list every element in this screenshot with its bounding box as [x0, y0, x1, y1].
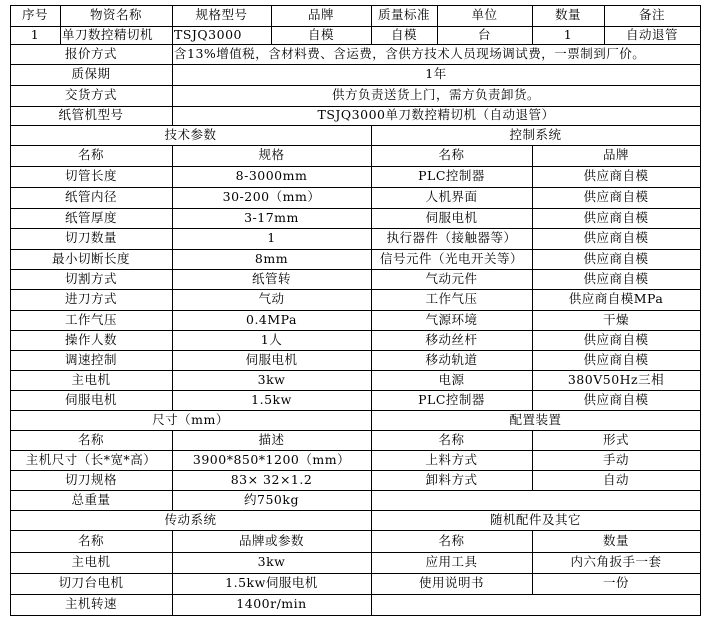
grid-line [172, 106, 173, 126]
accessories-section-title: 随机配件及其它 [489, 511, 581, 527]
grid-line [532, 330, 533, 351]
control-row-brand: 供应商自模 [583, 230, 649, 246]
control-row-brand: 供应商自模 [583, 331, 649, 347]
grid-line [700, 430, 701, 451]
tech-row-spec: 纸管转 [251, 270, 291, 286]
grid-line [700, 26, 701, 45]
grid-line [532, 370, 533, 391]
grid-line [172, 269, 173, 290]
tech-row-name: 纸管厚度 [64, 209, 117, 225]
drive-row-param: 1400r/min [236, 596, 307, 612]
size-row-desc: 83× 32×1.2 [230, 471, 313, 487]
grid-line [532, 390, 533, 411]
grid-line [172, 85, 173, 107]
grid-line [271, 5, 272, 27]
grid-line [10, 208, 11, 229]
grid-line [700, 64, 701, 86]
grid-line [532, 228, 533, 250]
grid-line [700, 552, 701, 574]
tech-row-name: 切割方式 [64, 270, 117, 286]
tech-row-spec: 8-3000mm [235, 168, 308, 184]
grid-line [532, 166, 533, 188]
config-row-name: 上料方式 [425, 451, 478, 467]
grid-line [10, 594, 11, 616]
item-note: 自动退管 [625, 26, 678, 42]
tech-row-spec: 30-200（mm） [222, 189, 321, 205]
control-col-brand: 品牌 [602, 147, 629, 163]
grid-line [10, 330, 11, 351]
control-row-name: 信号元件（光电开关等） [379, 250, 523, 266]
summary-label: 质保期 [71, 66, 111, 82]
control-row-name: 气动元件 [425, 270, 478, 286]
control-row-name: 工作气压 [425, 291, 478, 307]
grid-line [371, 470, 372, 491]
grid-line [700, 166, 701, 188]
grid-line [172, 530, 173, 553]
grid-line [700, 5, 701, 27]
grid-line [371, 269, 372, 290]
tech-row-name: 进刀方式 [64, 291, 117, 307]
config-row-form: 手动 [602, 451, 629, 467]
grid-line [10, 390, 11, 411]
grid-line [172, 450, 173, 471]
grid-line [700, 350, 701, 371]
grid-line [532, 145, 533, 167]
grid-line [532, 470, 533, 491]
grid-line [371, 552, 372, 574]
header-cell: 单位 [471, 7, 498, 23]
config-col-name: 名称 [438, 431, 465, 447]
grid-line [371, 450, 372, 471]
grid-line [172, 289, 173, 311]
grid-line [172, 187, 173, 209]
drive-row-param: 3kw [257, 554, 286, 570]
grid-line [172, 430, 173, 451]
summary-value: 1年 [425, 66, 447, 82]
grid-line [532, 450, 533, 471]
tech-row-spec: 8mm [254, 250, 289, 266]
header-cell: 质量标准 [377, 7, 430, 23]
tech-row-spec: 0.4MPa [246, 311, 297, 327]
control-row-name: 电源 [438, 371, 465, 387]
grid-line [10, 85, 11, 107]
header-cell: 数量 [554, 7, 581, 23]
header-cell: 物资名称 [89, 7, 142, 23]
grid-line [700, 470, 701, 491]
grid-line [172, 470, 173, 491]
grid-line [371, 330, 372, 351]
grid-line [532, 573, 533, 595]
grid-line [371, 187, 372, 209]
item-index: 1 [30, 26, 40, 42]
grid-line [10, 615, 701, 616]
grid-line [371, 430, 372, 451]
size-section-title: 尺寸（mm） [152, 411, 229, 427]
control-row-brand: 干燥 [602, 311, 629, 327]
grid-line [532, 269, 533, 290]
header-cell: 序号 [21, 7, 48, 23]
grid-line [700, 208, 701, 229]
control-row-brand: 供应商自模 [583, 391, 649, 407]
grid-line [371, 125, 372, 146]
grid-line [371, 510, 372, 531]
control-row-brand: 供应商自模 [583, 168, 649, 184]
tech-row-spec: 伺服电机 [245, 351, 298, 367]
grid-line [10, 370, 11, 391]
tech-row-name: 伺服电机 [64, 391, 117, 407]
item-brand: 自模 [307, 26, 334, 42]
config-section-title: 配置装置 [509, 411, 562, 427]
grid-line [700, 125, 701, 146]
grid-line [371, 594, 372, 616]
grid-line [371, 350, 372, 371]
grid-line [604, 5, 605, 27]
grid-line [371, 5, 372, 27]
control-row-brand: 供应商自模MPa [568, 291, 664, 307]
grid-line [532, 5, 533, 27]
size-col-name: 名称 [77, 431, 104, 447]
grid-line [700, 44, 701, 65]
tech-row-name: 调速控制 [64, 351, 117, 367]
grid-line [532, 249, 533, 270]
grid-line [10, 5, 11, 27]
accessories-row-name: 应用工具 [425, 554, 478, 570]
grid-line [10, 26, 11, 45]
tech-col-spec: 规格 [258, 147, 285, 163]
grid-line [271, 26, 272, 45]
grid-line [172, 552, 173, 574]
grid-line [10, 450, 11, 471]
grid-line [532, 26, 533, 45]
grid-line [371, 310, 372, 331]
grid-line [10, 106, 11, 126]
grid-line [700, 228, 701, 250]
grid-line [172, 330, 173, 351]
drive-row-name: 主电机 [71, 554, 111, 570]
size-row-name: 切刀规格 [64, 471, 117, 487]
grid-line [700, 187, 701, 209]
control-row-brand: 供应商自模 [583, 189, 649, 205]
config-row-form: 自动 [602, 471, 629, 487]
grid-line [700, 106, 701, 126]
size-row-name: 总重量 [71, 491, 111, 507]
drive-row-param: 1.5kw伺服电机 [225, 575, 318, 591]
grid-line [371, 228, 372, 250]
grid-line [10, 289, 11, 311]
item-standard: 自模 [390, 26, 417, 42]
item-qty: 1 [563, 26, 573, 42]
grid-line [172, 145, 173, 167]
control-row-brand: 供应商自模 [583, 250, 649, 266]
item-model: TSJQ3000 [174, 26, 242, 42]
tech-row-name: 操作人数 [64, 331, 117, 347]
tech-row-spec: 气动 [258, 291, 285, 307]
header-cell: 品牌 [307, 7, 334, 23]
tech-col-name: 名称 [77, 147, 104, 163]
grid-line [172, 5, 173, 27]
grid-line [10, 573, 11, 595]
grid-line [700, 370, 701, 391]
grid-line [371, 145, 372, 167]
accessories-row-qty: 一份 [602, 575, 629, 591]
accessories-col-name: 名称 [438, 532, 465, 548]
grid-line [371, 370, 372, 391]
grid-line [604, 26, 605, 45]
size-row-desc: 约750kg [244, 491, 299, 507]
grid-line [10, 228, 11, 250]
grid-line [700, 249, 701, 270]
grid-line [10, 64, 11, 86]
grid-line [10, 269, 11, 290]
control-row-brand: 供应商自模 [583, 351, 649, 367]
drive-row-name: 切刀台电机 [58, 575, 124, 591]
summary-label: 纸管机型号 [58, 107, 124, 123]
grid-line [10, 552, 11, 574]
grid-line [10, 125, 11, 146]
grid-line [172, 573, 173, 595]
grid-line [10, 249, 11, 270]
grid-line [700, 145, 701, 167]
grid-line [10, 166, 11, 188]
grid-line [10, 350, 11, 371]
grid-line [437, 5, 438, 27]
grid-line [371, 289, 372, 311]
grid-line [371, 573, 372, 595]
grid-line [532, 289, 533, 311]
grid-line [700, 594, 701, 616]
control-row-name: 执行器件（接触器等） [386, 230, 517, 246]
tech-row-name: 工作气压 [64, 311, 117, 327]
grid-line [371, 410, 372, 431]
grid-line [60, 5, 61, 27]
grid-line [371, 390, 372, 411]
grid-line [172, 166, 173, 188]
grid-line [700, 310, 701, 331]
grid-line [700, 390, 701, 411]
drive-col-name: 名称 [77, 532, 104, 548]
tech-row-spec: 1人 [260, 331, 283, 347]
control-row-name: 移动丝杆 [425, 331, 478, 347]
tech-row-name: 切管长度 [64, 168, 117, 184]
grid-line [172, 390, 173, 411]
control-row-brand: 380V50Hz三相 [567, 371, 665, 387]
control-row-name: PLC控制器 [418, 391, 485, 407]
grid-line [371, 166, 372, 188]
grid-line [700, 530, 701, 553]
grid-line [532, 350, 533, 371]
size-row-desc: 3900*850*1200（mm） [192, 451, 351, 467]
grid-line [437, 26, 438, 45]
grid-line [10, 145, 11, 167]
drive-section-title: 传动系统 [164, 511, 217, 527]
grid-line [371, 530, 372, 553]
grid-line [172, 64, 173, 86]
grid-line [10, 530, 11, 553]
grid-line [700, 330, 701, 351]
grid-line [532, 310, 533, 331]
grid-line [371, 249, 372, 270]
accessories-col-qty: 数量 [602, 532, 629, 548]
grid-line [10, 470, 11, 491]
header-cell: 备注 [638, 7, 665, 23]
drive-col-param: 品牌或参数 [238, 532, 304, 548]
tech-row-name: 切刀数量 [64, 230, 117, 246]
grid-line [172, 249, 173, 270]
grid-line [172, 350, 173, 371]
grid-line [172, 490, 173, 511]
grid-line [60, 26, 61, 45]
grid-line [10, 510, 11, 531]
grid-line [172, 370, 173, 391]
grid-line [371, 490, 372, 511]
tech-row-spec: 1.5kw [251, 391, 292, 407]
config-row-name: 卸料方式 [425, 471, 478, 487]
grid-line [700, 573, 701, 595]
grid-line [700, 85, 701, 107]
grid-line [172, 310, 173, 331]
grid-line [700, 410, 701, 431]
header-cell: 规格型号 [195, 7, 248, 23]
control-row-name: 移动轨道 [425, 351, 478, 367]
summary-value: 含13%增值税，含材料费、含运费，含供方技术人员现场调试费，一票制到厂价。 [174, 45, 646, 61]
control-col-name: 名称 [438, 147, 465, 163]
summary-label: 报价方式 [64, 45, 117, 61]
grid-line [700, 289, 701, 311]
control-section-title: 控制系统 [509, 126, 562, 142]
grid-line [532, 430, 533, 451]
tech-row-spec: 1 [267, 230, 276, 246]
grid-line [532, 552, 533, 574]
summary-value: 供方负责送货上门，需方负责卸货。 [331, 87, 540, 103]
summary-label: 交货方式 [64, 87, 117, 103]
grid-line [371, 208, 372, 229]
control-row-brand: 供应商自模 [583, 209, 649, 225]
tech-row-spec: 3-17mm [244, 209, 299, 225]
grid-line [532, 530, 533, 553]
grid-line [10, 187, 11, 209]
grid-line [10, 44, 11, 65]
grid-line [371, 26, 372, 45]
tech-row-name: 纸管内径 [64, 189, 117, 205]
grid-line [700, 450, 701, 471]
control-row-name: 气源环境 [425, 311, 478, 327]
grid-line [172, 44, 173, 65]
grid-line [700, 490, 701, 511]
control-row-name: PLC控制器 [418, 168, 485, 184]
item-unit: 台 [477, 26, 491, 42]
grid-line [10, 430, 11, 451]
tech-section-title: 技术参数 [164, 126, 217, 142]
size-row-name: 主机尺寸（长*宽*高） [25, 451, 157, 467]
tech-row-name: 最小切断长度 [51, 250, 130, 266]
grid-line [10, 310, 11, 331]
grid-line [700, 510, 701, 531]
grid-line [532, 208, 533, 229]
grid-line [700, 269, 701, 290]
config-col-form: 形式 [602, 431, 629, 447]
accessories-row-name: 使用说明书 [418, 575, 484, 591]
grid-line [10, 490, 11, 511]
control-row-name: 人机界面 [425, 189, 478, 205]
tech-row-name: 主电机 [71, 371, 111, 387]
grid-line [172, 208, 173, 229]
grid-line [532, 187, 533, 209]
grid-line [172, 26, 173, 45]
drive-row-name: 主机转速 [64, 596, 117, 612]
control-row-name: 伺服电机 [425, 209, 478, 225]
grid-line [10, 410, 11, 431]
control-row-brand: 供应商自模 [583, 270, 649, 286]
accessories-row-qty: 内六角扳手一套 [570, 554, 662, 570]
grid-line [172, 594, 173, 616]
size-col-desc: 描述 [258, 431, 285, 447]
grid-line [172, 228, 173, 250]
tech-row-spec: 3kw [257, 371, 286, 387]
item-name: 单刀数控精切机 [62, 26, 154, 42]
summary-value: TSJQ3000单刀数控精切机（自动退管） [317, 107, 555, 123]
